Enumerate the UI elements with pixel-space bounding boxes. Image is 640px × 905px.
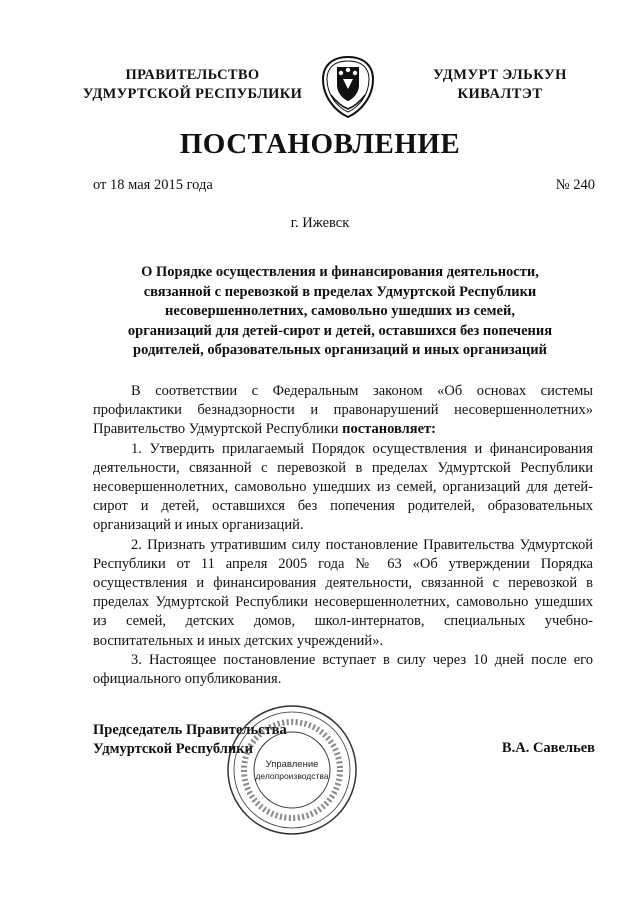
stamp-text-line1: Управление [265,759,319,770]
stamp-text-line2: делопроизводства [255,771,329,781]
body-paragraph-3: 3. Настоящее постановление вступает в силу через 10 дней после его официального опубликования. [93,651,593,688]
document-city: г. Ижевск [290,215,350,231]
official-stamp [222,700,362,840]
body-paragraph-1: 1. Утвердить прилагаемый Порядок осуществления и финансирования деятельности, связанной с перевозкой в пределах Удмуртской Республики несовершеннолетних, самовольно ушедших из семей, организаций для детей-сирот и детей, оставшихся без попечения родителей, образовательных организаций и иных организаций. [93,440,593,534]
document-body [93,382,593,689]
document-number: № 240 [555,177,595,193]
signatory-name: В.А. Савельев [501,740,595,756]
header-left-line1: ПРАВИТЕЛЬСТВО [125,67,260,83]
body-intro-paragraph [93,382,593,440]
body-intro-decree: постановляет: [342,421,436,438]
body-intro-text: В соответствии с Федеральным законом «Об основах системы профилактики безнадзорности и правонарушений несовершеннолетних» Правительство Удмуртской Республики [93,383,593,438]
document-subject [80,263,600,361]
subject-line: связанной с перевозкой в пределах Удмуртской Республики [143,283,537,300]
signatory-position-line1: Председатель Правительства [93,722,287,738]
coat-of-arms-emblem [319,55,377,119]
document-title: ПОСТАНОВЛЕНИЕ [179,128,461,160]
header-left-line2: УДМУРТСКОЙ РЕСПУБЛИКИ [82,86,303,102]
document-date: от 18 мая 2015 года [93,177,213,193]
government-name-ru [80,66,305,104]
subject-line: О Порядке осуществления и финансирования деятельности, [141,264,539,280]
subject-line: родителей, образовательных организаций и иных организаций [133,342,547,358]
header-right-line1: УДМУРТ ЭЛЬКУН [433,67,567,83]
government-name-udm [410,66,590,104]
subject-line: несовершеннолетних, самовольно ушедших из семей, [165,303,515,319]
signatory-position-line2: Удмуртской Республики [93,741,253,757]
subject-line: организаций для детей-сирот и детей, оставшихся без попечения [127,322,553,339]
header-right-line2: КИВАЛТЭТ [457,86,543,102]
body-paragraph-2: 2. Признать утратившим силу постановление Правительства Удмуртской Республики от 11 апреля 2005 года № 63 «Об утверждении Порядка осуществления и финансирования деятельности, связанной с перевозкой в пределах Удмуртской Республики несовершеннолетних, самовольно ушедших из семей, детских домов, школ-интернатов, специальных учебно-воспитательных и иных детских учреждений». [93,536,593,649]
